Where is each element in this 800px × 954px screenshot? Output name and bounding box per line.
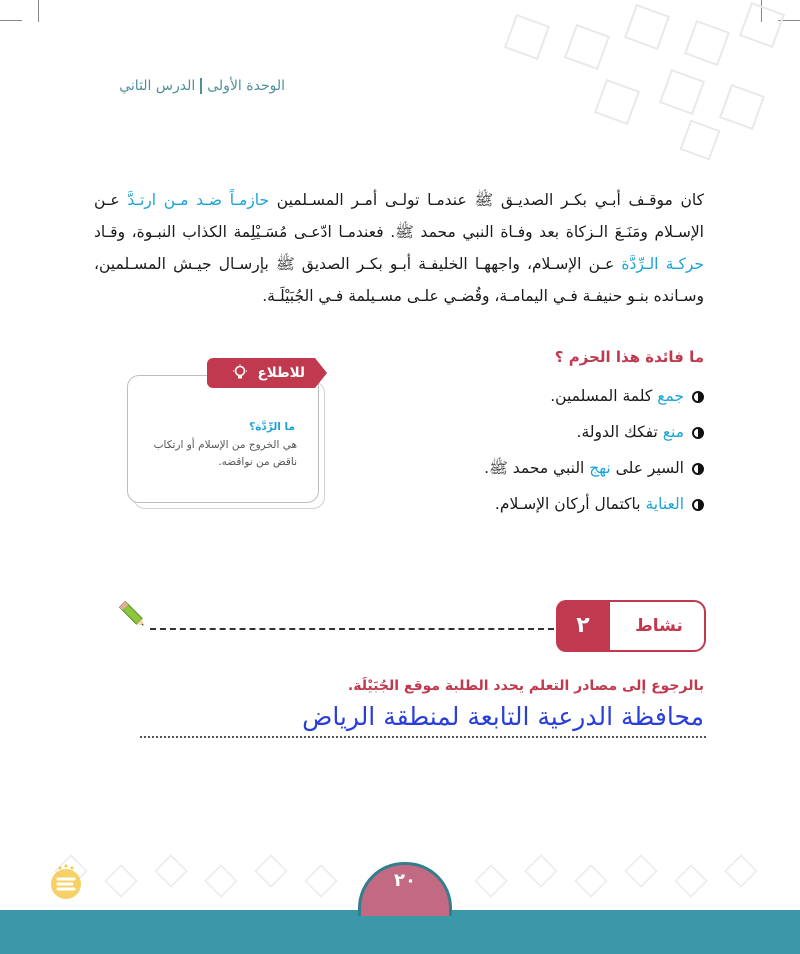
highlight-text: منع	[662, 423, 684, 441]
half-circle-bullet-icon	[692, 499, 704, 511]
activity-divider	[150, 628, 554, 630]
info-tab	[207, 358, 315, 388]
paragraph-text: عـن الإسـلام، واجههـا الخليفـة أبـو بكـر الصديق ﷺ بإرسـال جيـش المسـلمين، وسـانده بنـو حنيفـة فـي اليمامـة، وقُضـي علـى مسـيلمة فـي الجُبَيْلَـة.	[94, 255, 704, 305]
info-tab-arrow	[315, 358, 327, 388]
paragraph-text: عندمـا تولـى أمـر المسـلمين	[269, 191, 475, 209]
highlight-text: نهج	[589, 459, 611, 477]
running-header	[119, 78, 285, 94]
paragraph-text: كان موقـف أبـي بكـر الصديـق	[493, 191, 704, 209]
crop-mark	[38, 0, 39, 22]
paragraph-text: عـن الإسـلام ومَنَـعَ الـزكاة بعد وفـاة النبي محمد ﷺ. فعندمـا ادّعـى مُسَـيْلِمة الكذاب النبـوة، وقـاد	[94, 191, 704, 241]
half-circle-bullet-icon	[692, 391, 704, 403]
publisher-logo-icon	[46, 862, 86, 902]
highlight-text: حركـة الـرِّدَّة	[621, 255, 704, 273]
highlight-text: جمع	[657, 387, 684, 405]
info-tab-label: للاطلاع	[257, 365, 305, 381]
decorative-pattern	[470, 0, 800, 160]
honorific: ﷺ	[474, 191, 494, 209]
list-item	[374, 486, 704, 522]
list-item	[374, 450, 704, 486]
half-circle-bullet-icon	[692, 427, 704, 439]
handwritten-answer: محافظة الدرعية التابعة لمنطقة الرياض	[302, 702, 704, 731]
lesson-title: الدرس الثاني	[119, 78, 196, 94]
item-text: كلمة المسلمين.	[550, 387, 658, 405]
item-text: باكتمال أركان الإسـلام.	[494, 495, 646, 513]
list-item	[374, 378, 704, 414]
half-circle-bullet-icon	[692, 463, 704, 475]
header-separator	[200, 78, 202, 94]
footer-band	[0, 910, 800, 954]
unit-title: الوحدة الأولى	[207, 78, 285, 94]
highlight-text: حازمـاً ضـد مـن ارتـدَّ	[127, 191, 270, 209]
info-answer: هي الخروج من الإسلام أو ارتكاب ناقض من نواقضه.	[153, 439, 297, 468]
question-title: ما فائدة هذا الحزم ؟	[554, 348, 704, 366]
activity-number: ٢	[556, 600, 610, 652]
info-question: ما الرِّدَّة؟	[249, 421, 295, 433]
page-number: ٢٠	[394, 870, 416, 891]
lesson-paragraph	[94, 184, 704, 312]
crop-mark	[0, 20, 22, 21]
list-item	[374, 414, 704, 450]
activity-task: بالرجوع إلى مصادر التعلم يحدد الطلبة موقع الجُبَيْلَة.	[347, 678, 704, 694]
benefits-list	[374, 378, 704, 522]
item-text: السير على	[610, 459, 684, 477]
item-text: النبي محمد ﷺ.	[484, 459, 590, 477]
lightbulb-icon	[231, 364, 249, 382]
highlight-text: العناية	[645, 495, 684, 513]
activity-label: نشاط	[635, 616, 683, 636]
item-text: تفكك الدولة.	[576, 423, 663, 441]
pencil-icon	[118, 598, 148, 632]
